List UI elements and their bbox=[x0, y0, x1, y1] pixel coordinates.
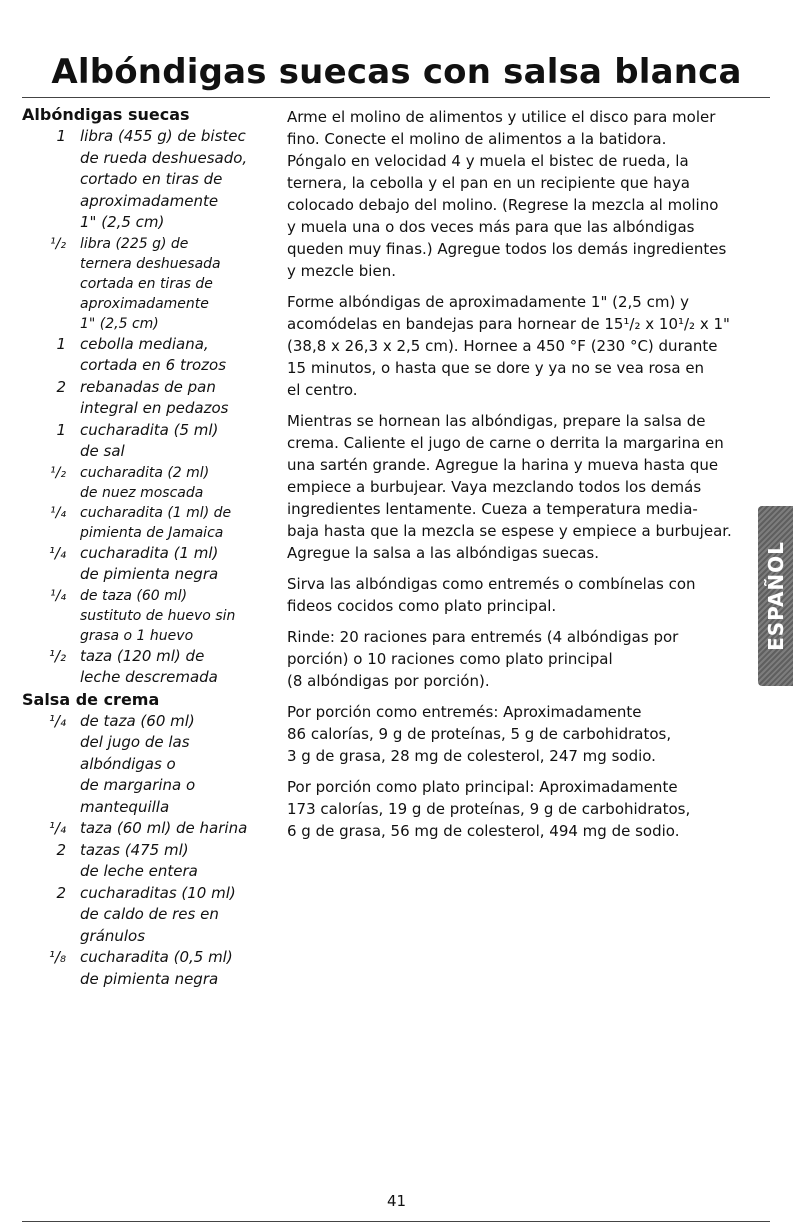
instruction-line: empiece a burbujear. Vaya mezclando todos los demás bbox=[287, 478, 702, 496]
ingredient-quantity: ¹/₄ bbox=[50, 587, 66, 604]
ingredient-quantity: 1 bbox=[56, 334, 66, 353]
instruction-line: y muela una o dos veces más para que las albóndigas bbox=[287, 218, 695, 236]
instruction-line: Por porción como plato principal: Aproximadamente bbox=[287, 778, 678, 796]
instruction-line: Póngalo en velocidad 4 y muela el bistec de rueda, la bbox=[287, 152, 689, 170]
ingredient-text-line: cortado en tiras de bbox=[80, 170, 223, 188]
ingredient-text-line: de leche entera bbox=[80, 862, 198, 880]
ingredient-quantity: 2 bbox=[56, 377, 66, 396]
ingredient-quantity: ¹/₂ bbox=[48, 646, 66, 665]
instruction-line: Forme albóndigas de aproximadamente 1" (2,5 cm) y bbox=[287, 293, 689, 311]
ingredient-text-line: 1" (2,5 cm) bbox=[80, 315, 159, 332]
ingredient-quantity: ¹/₄ bbox=[50, 504, 66, 521]
ingredient-text-line: cortada en 6 trozos bbox=[80, 356, 227, 374]
ingredient-text-line: cebolla mediana, bbox=[80, 334, 209, 353]
ingredient-text-line: gránulos bbox=[80, 926, 146, 945]
ingredient-text-line: aproximadamente bbox=[80, 295, 209, 312]
ingredient-item bbox=[22, 646, 280, 689]
ingredient-item bbox=[22, 503, 280, 543]
ingredient-text-line: sustituto de huevo sin bbox=[80, 607, 236, 624]
ingredient-text-line: pimienta de Jamaica bbox=[80, 524, 224, 541]
ingredient-text-line: de caldo de res en bbox=[80, 905, 219, 923]
ingredient-item bbox=[22, 420, 280, 463]
instruction-line: ingredientes lentamente. Cueza a temperatura media- bbox=[287, 500, 698, 518]
ingredient-text-line: de rueda deshuesado, bbox=[80, 148, 248, 167]
instruction-line: Agregue la salsa a las albóndigas suecas. bbox=[287, 544, 599, 562]
instruction-line: (8 albóndigas por porción). bbox=[287, 672, 490, 690]
ingredient-item bbox=[22, 543, 280, 586]
instruction-line: 3 g de grasa, 28 mg de colesterol, 247 mg sodio. bbox=[287, 747, 656, 765]
ingredient-text-line: de pimienta negra bbox=[80, 969, 219, 988]
ingredient-text-line: albóndigas o bbox=[80, 754, 176, 773]
instruction-line: Sirva las albóndigas como entremés o combínelas con bbox=[287, 575, 696, 593]
language-tab bbox=[758, 506, 793, 686]
ingredient-item bbox=[22, 334, 280, 377]
sauce-ingredient-list bbox=[22, 711, 280, 991]
instruction-line: (38,8 x 26,3 x 2,5 cm). Hornee a 450 °F (230 °C) durante bbox=[287, 337, 718, 355]
ingredient-text-line: rebanadas de pan bbox=[80, 377, 216, 396]
ingredient-text-line: grasa o 1 huevo bbox=[80, 627, 194, 644]
instruction-line: crema. Caliente el jugo de carne o derrita la margarina en bbox=[287, 434, 724, 452]
ingredient-item bbox=[22, 947, 280, 990]
ingredient-text-line: leche descremada bbox=[80, 668, 218, 686]
instruction-line: colocado debajo del molino. (Regrese la mezcla al molino bbox=[287, 196, 719, 214]
instruction-line: baja hasta que la mezcla se espese y empiece a burbujear. bbox=[287, 522, 732, 540]
ingredient-text-line: de margarina o bbox=[80, 776, 196, 794]
ingredient-text-line: tazas (475 ml) bbox=[80, 840, 189, 859]
ingredient-quantity: 1 bbox=[56, 420, 66, 439]
ingredient-item bbox=[22, 126, 280, 234]
ingredient-text-line: mantequilla bbox=[80, 797, 170, 816]
instruction-line: fideos cocidos como plato principal. bbox=[287, 597, 557, 615]
ingredient-item bbox=[22, 840, 280, 883]
ingredient-quantity: ¹/₈ bbox=[48, 948, 66, 966]
ingredient-text-line: taza (60 ml) de harina bbox=[80, 819, 248, 837]
bottom-divider bbox=[22, 1221, 770, 1222]
instruction-paragraph bbox=[287, 573, 767, 617]
ingredient-text-line: cortada en tiras de bbox=[80, 275, 213, 292]
sauce-heading: Salsa de crema bbox=[22, 689, 160, 709]
ingredient-item bbox=[22, 234, 280, 334]
instruction-line: 173 calorías, 19 g de proteínas, 9 g de carbohidratos, bbox=[287, 800, 691, 818]
ingredient-item bbox=[22, 711, 280, 819]
ingredient-text-line: cucharadita (1 ml) bbox=[80, 543, 219, 562]
instruction-paragraph bbox=[287, 410, 767, 564]
meatballs-heading: Albóndigas suecas bbox=[22, 105, 190, 124]
ingredient-text-line: de sal bbox=[80, 442, 125, 460]
instruction-line: 86 calorías, 9 g de proteínas, 5 g de carbohidratos, bbox=[287, 725, 672, 743]
ingredient-item bbox=[22, 883, 280, 948]
ingredient-text-line: libra (225 g) de bbox=[80, 235, 189, 252]
instruction-paragraph bbox=[287, 106, 767, 282]
ingredient-text-line: de taza (60 ml) bbox=[80, 587, 188, 604]
ingredient-text-line: aproximadamente bbox=[80, 191, 219, 210]
instruction-line: porción) o 10 raciones como plato principal bbox=[287, 650, 613, 668]
page-title: Albóndigas suecas con salsa blanca bbox=[51, 52, 742, 92]
instruction-paragraph bbox=[287, 701, 767, 767]
meatballs-ingredient-list bbox=[22, 126, 280, 689]
title-divider bbox=[22, 97, 770, 98]
instruction-line: acomódelas en bandejas para hornear de 15¹/₂ x 10¹/₂ x 1" bbox=[287, 315, 730, 333]
ingredient-quantity: ¹/₄ bbox=[48, 819, 66, 837]
ingredient-item bbox=[22, 818, 280, 840]
ingredient-text-line: de pimienta negra bbox=[80, 565, 219, 583]
instruction-line: 15 minutos, o hasta que se dore y ya no se vea rosa en bbox=[287, 359, 705, 377]
instructions-column bbox=[287, 106, 767, 851]
ingredient-text-line: cucharadita (2 ml) bbox=[80, 464, 210, 481]
instruction-line: fino. Conecte el molino de alimentos a la batidora. bbox=[287, 130, 667, 148]
ingredient-text-line: cucharadita (0,5 ml) bbox=[80, 948, 233, 966]
instruction-line: queden muy finas.) Agregue todos los demás ingredientes bbox=[287, 240, 727, 258]
ingredient-quantity: 2 bbox=[56, 840, 66, 859]
instruction-line: y mezcle bien. bbox=[287, 262, 396, 280]
ingredient-text-line: cucharadita (1 ml) de bbox=[80, 504, 232, 521]
instruction-line: Por porción como entremés: Aproximadamente bbox=[287, 703, 642, 721]
ingredients-column bbox=[22, 104, 280, 990]
ingredient-text-line: libra (455 g) de bistec bbox=[80, 127, 246, 145]
ingredient-quantity: 1 bbox=[56, 127, 66, 145]
ingredient-text-line: taza (120 ml) de bbox=[80, 646, 205, 665]
ingredient-text-line: de nuez moscada bbox=[80, 484, 204, 501]
language-tab-label: ESPAÑOL bbox=[763, 541, 788, 651]
ingredient-item bbox=[22, 377, 280, 420]
ingredient-text-line: cucharaditas (10 ml) bbox=[80, 883, 236, 902]
ingredient-item bbox=[22, 463, 280, 503]
instruction-line: Mientras se hornean las albóndigas, prepare la salsa de bbox=[287, 412, 706, 430]
ingredient-quantity: ¹/₂ bbox=[50, 235, 66, 252]
instruction-line: Rinde: 20 raciones para entremés (4 albóndigas por bbox=[287, 628, 679, 646]
ingredient-text-line: integral en pedazos bbox=[80, 399, 229, 417]
ingredient-text-line: 1" (2,5 cm) bbox=[80, 213, 165, 231]
instruction-line: Arme el molino de alimentos y utilice el disco para moler bbox=[287, 108, 716, 126]
instruction-line: ternera, la cebolla y el pan en un recipiente que haya bbox=[287, 174, 690, 192]
instruction-line: una sartén grande. Agregue la harina y mueva hasta que bbox=[287, 456, 719, 474]
instruction-line: el centro. bbox=[287, 381, 358, 399]
ingredient-text-line: de taza (60 ml) bbox=[80, 711, 195, 730]
instruction-paragraph bbox=[287, 776, 767, 842]
ingredient-quantity: ¹/₄ bbox=[48, 543, 66, 562]
ingredient-quantity: ¹/₄ bbox=[48, 711, 66, 730]
ingredient-item bbox=[22, 586, 280, 646]
ingredient-text-line: ternera deshuesada bbox=[80, 255, 221, 272]
instruction-paragraph bbox=[287, 291, 767, 401]
instruction-paragraph bbox=[287, 626, 767, 692]
page-number: 41 bbox=[386, 1192, 407, 1210]
ingredient-text-line: del jugo de las bbox=[80, 733, 190, 751]
ingredient-text-line: cucharadita (5 ml) bbox=[80, 420, 219, 439]
instruction-line: 6 g de grasa, 56 mg de colesterol, 494 mg de sodio. bbox=[287, 822, 680, 840]
ingredient-quantity: ¹/₂ bbox=[50, 464, 66, 481]
ingredient-quantity: 2 bbox=[56, 883, 66, 902]
